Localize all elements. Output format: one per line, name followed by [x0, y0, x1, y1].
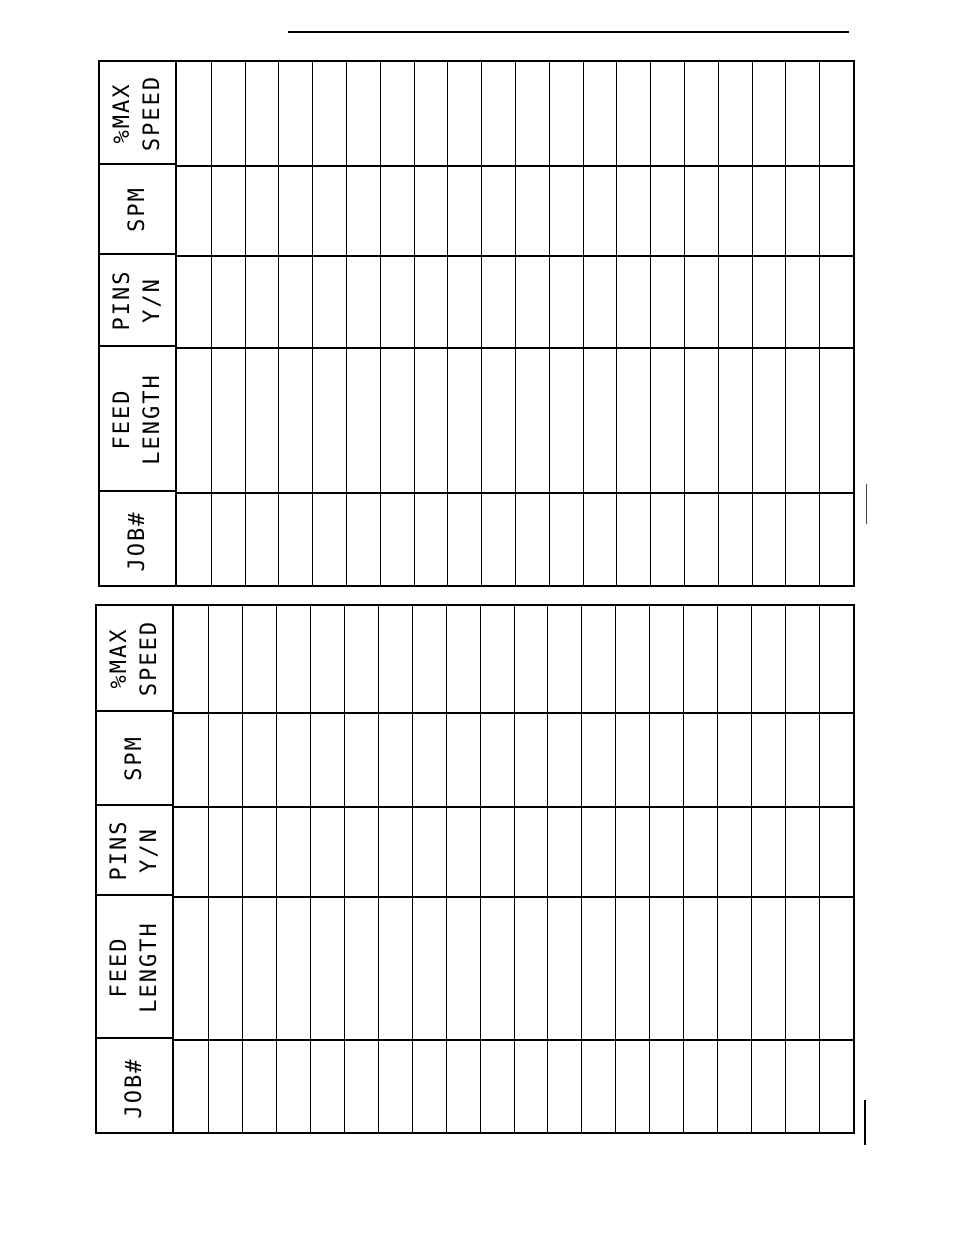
header-max-speed [100, 62, 175, 165]
row-divider [245, 62, 246, 585]
row-divider [447, 62, 448, 585]
header-label: FEED [106, 936, 132, 997]
field-divider [177, 492, 853, 494]
header-label: %MAX [106, 627, 132, 689]
header-max-speed [97, 606, 172, 712]
field-divider [174, 806, 853, 808]
row-divider [514, 606, 515, 1132]
header-pins [100, 255, 175, 347]
row-divider [581, 606, 582, 1132]
field-divider [174, 1039, 853, 1041]
row-divider [378, 606, 379, 1132]
row-divider [481, 62, 482, 585]
field-divider [177, 347, 853, 349]
row-divider [683, 606, 684, 1132]
row-divider [547, 606, 548, 1132]
header-label: PINS [106, 819, 132, 881]
row-divider [583, 62, 584, 585]
row-divider [480, 606, 481, 1132]
header-spm [97, 712, 172, 806]
row-divider [549, 62, 550, 585]
header-job-number [97, 1039, 172, 1136]
row-divider [752, 62, 753, 585]
margin-mark [864, 1100, 866, 1145]
row-divider [615, 606, 616, 1132]
header-label: LENGTH [139, 372, 165, 465]
row-divider [819, 62, 820, 585]
row-divider [718, 62, 719, 585]
field-divider [177, 165, 853, 167]
entry-grid [177, 62, 853, 585]
entry-grid [174, 606, 853, 1132]
job-log-table-upper [98, 60, 855, 587]
row-divider [684, 62, 685, 585]
header-label: SPM [121, 735, 147, 781]
row-divider [414, 62, 415, 585]
row-divider [380, 62, 381, 585]
header-spm [100, 165, 175, 255]
header-column [97, 606, 174, 1132]
row-divider [515, 62, 516, 585]
header-label: %MAX [109, 82, 135, 143]
header-label: FEED [109, 388, 135, 449]
row-divider [616, 62, 617, 585]
row-divider [312, 62, 313, 585]
margin-mark [866, 484, 867, 524]
field-divider [174, 896, 853, 898]
row-divider [785, 606, 786, 1132]
job-log-table-lower [95, 604, 855, 1134]
header-job-number [100, 492, 175, 589]
top-rule-line [288, 31, 849, 33]
row-divider [717, 606, 718, 1132]
row-divider [650, 62, 651, 585]
header-label: PINS [109, 269, 135, 331]
header-label: Y/N [136, 827, 162, 873]
row-divider [208, 606, 209, 1132]
header-label: LENGTH [136, 920, 162, 1013]
row-divider [211, 62, 212, 585]
row-divider [412, 606, 413, 1132]
header-label: SPEED [136, 619, 162, 697]
row-divider [785, 62, 786, 585]
field-divider [174, 712, 853, 714]
row-divider [344, 606, 345, 1132]
header-label: Y/N [139, 277, 165, 323]
field-divider [177, 255, 853, 257]
row-divider [242, 606, 243, 1132]
header-label: JOB# [121, 1057, 147, 1118]
header-column [100, 62, 177, 585]
row-divider [446, 606, 447, 1132]
row-divider [819, 606, 820, 1132]
header-pins [97, 806, 172, 896]
header-label: JOB# [124, 510, 150, 571]
row-divider [649, 606, 650, 1132]
row-divider [751, 606, 752, 1132]
row-divider [276, 606, 277, 1132]
header-feed-length [97, 896, 172, 1039]
header-feed-length [100, 347, 175, 492]
header-label: SPM [124, 186, 150, 232]
row-divider [310, 606, 311, 1132]
header-label: SPEED [139, 74, 165, 151]
row-divider [278, 62, 279, 585]
row-divider [346, 62, 347, 585]
